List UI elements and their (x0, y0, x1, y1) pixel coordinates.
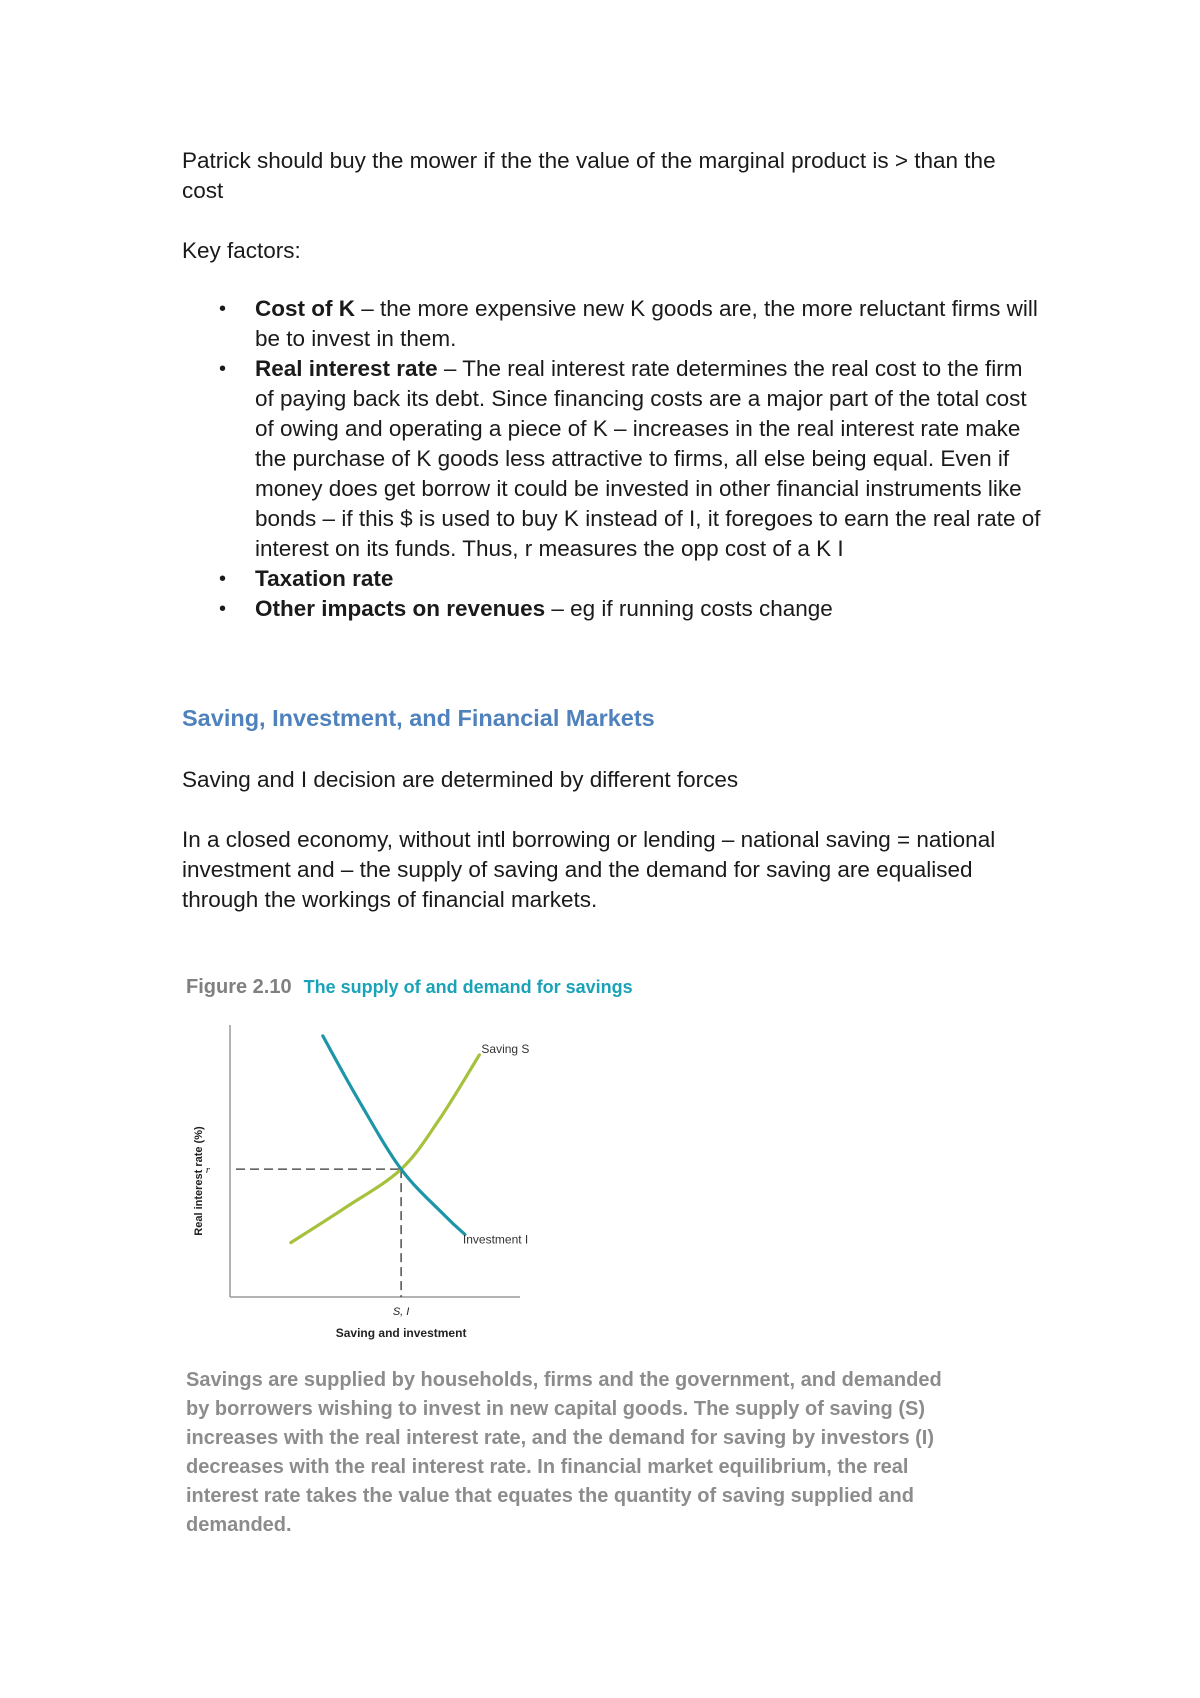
figure-name: The supply of and demand for savings (303, 977, 633, 997)
intro-paragraph: Patrick should buy the mower if the the value of the marginal product is > than the cost (182, 148, 996, 203)
y-axis-label: Real interest rate (%) (193, 1126, 205, 1236)
factor-term: Real interest rate (255, 356, 438, 381)
bullet-icon: • (219, 358, 227, 380)
factor-text: – the more expensive new K goods are, the more reluctant firms will be to invest in them. (255, 296, 1038, 351)
series-layer (291, 1036, 480, 1243)
bullet-icon: • (219, 298, 227, 320)
figure-title (186, 976, 633, 999)
section-paragraph-2: In a closed economy, without intl borrowing or lending – national saving = national investment and – the supply of saving and the demand for saving are equalised through the workings of financial markets. (182, 827, 996, 912)
key-factors-list (182, 294, 1042, 624)
y-tick-label: r (205, 1164, 210, 1177)
list-item (182, 354, 1042, 564)
saving-series-label: Saving S (481, 1041, 530, 1056)
factor-term: Taxation rate (255, 566, 394, 591)
bullet-icon: • (219, 568, 227, 590)
key-factors-label: Key factors: (182, 238, 301, 263)
savings-investment-chart (182, 1010, 582, 1350)
bullet-icon: • (219, 598, 227, 620)
list-item (182, 594, 1042, 624)
section-heading: Saving, Investment, and Financial Markets (182, 705, 655, 731)
x-tick-label: S, I (392, 1306, 410, 1318)
factor-term: Cost of K (255, 296, 355, 321)
investment-series-label: Investment I (462, 1232, 529, 1247)
list-item (182, 564, 1042, 594)
saving-curve (291, 1055, 480, 1243)
figure-caption: Savings are supplied by households, firms and the government, and demanded by borrowers wishing to invest in new capital goods. The supply of saving (S) increases with the real interest rate, and the demand for saving by investors (I) decreases with the real interest rate. In financial market equilibrium, the real interest rate takes the value that equates the quantity of saving supplied and demanded. (186, 1369, 942, 1536)
section-paragraph-1: Saving and I decision are determined by different forces (182, 767, 739, 792)
figure-number: Figure 2.10 (186, 976, 292, 998)
list-item (182, 294, 1042, 354)
factor-term: Other impacts on revenues (255, 596, 546, 621)
x-axis-label: Saving and investment (335, 1326, 467, 1340)
factor-text: – eg if running costs change (545, 596, 833, 621)
factor-text: – The real interest rate determines the real cost to the firm of paying back its debt. Since financing costs are a major part of the total cost of owing and operating a piece of K – increases in the real interest rate make the purchase of K goods less attractive to firms, all else being equal. Even if money does get borrow it could be invested in other financial instruments like bonds – if this $ is used to buy K instead of I, it foregoes to earn the real rate of interest on its funds. Thus, r measures the opp cost of a K I (255, 356, 1041, 561)
investment-curve (323, 1036, 465, 1235)
